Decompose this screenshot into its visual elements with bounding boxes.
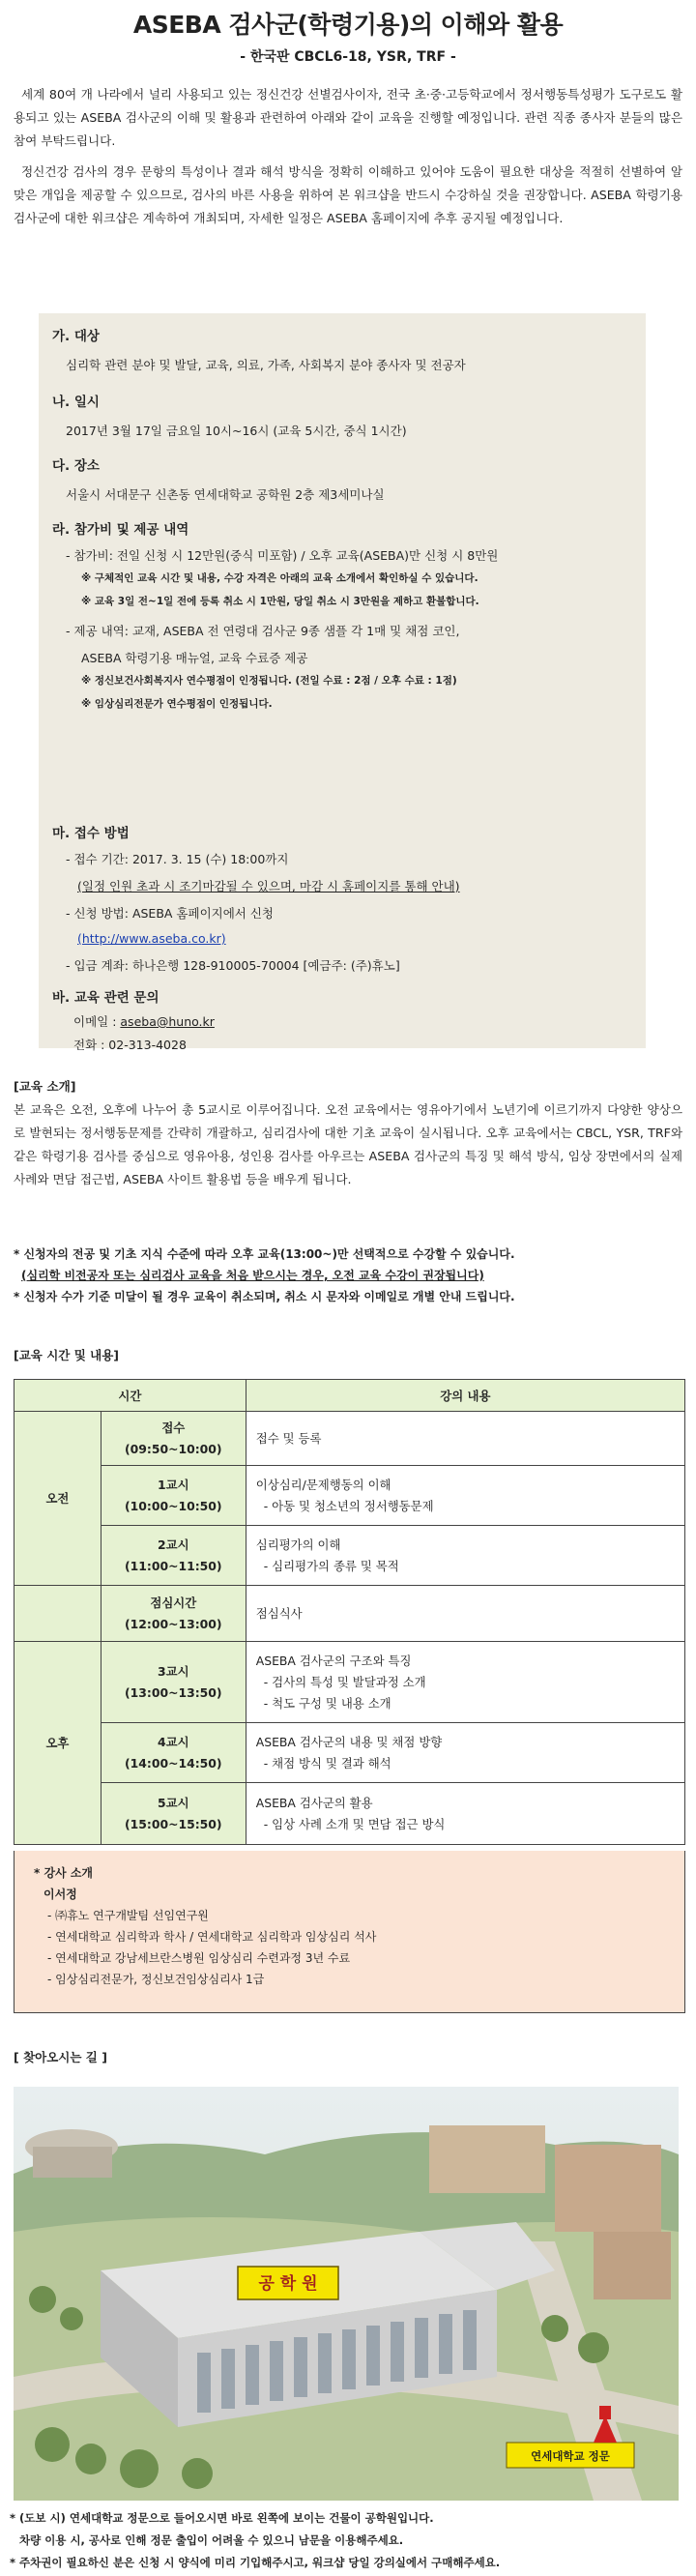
page-subtitle: - 한국판 CBCL6-18, YSR, TRF - (240, 49, 456, 65)
fee-heading: 라. 참가비 및 제공 내역 (52, 522, 189, 538)
content-cell: ASEBA 검사군의 내용 및 채점 방향 - 채점 방식 및 결과 해석 (246, 1723, 684, 1783)
date-heading: 나. 일시 (52, 395, 100, 410)
footnote-line: 차량 이용 시, 공사로 인해 정문 출입이 어려울 수 있으니 남문을 이용해주세요. (19, 2533, 404, 2547)
table-row (14, 1642, 685, 1723)
session-cell: 3교시 (13:00~13:50) (101, 1642, 246, 1723)
note-line: * 신청자의 전공 및 기초 지식 수준에 따라 오후 교육(13:00~)만 선택적으로 수강할 수 있습니다. (14, 1247, 515, 1261)
session-cell: 4교시 (14:00~14:50) (101, 1723, 246, 1783)
apply-method: - 신청 방법: ASEBA 홈페이지에서 신청 (66, 906, 274, 921)
contact-email-link[interactable]: aseba@huno.kr (120, 1014, 215, 1029)
map-title: [ 찾아오시는 길 ] (14, 2050, 107, 2064)
contact-email-label: 이메일 : (73, 1014, 121, 1029)
fee-text: - 참가비: 전일 신청 시 12만원(중식 미포함) / 오후 교육(ASEBA)만 신청 시 8만원 (66, 548, 499, 563)
session-cell: 2교시 (11:00~11:50) (101, 1526, 246, 1586)
table-row (14, 1466, 685, 1526)
table-row (14, 1526, 685, 1586)
session-cell: 점심시간 (12:00~13:00) (101, 1586, 246, 1642)
table-header-row (14, 1380, 685, 1412)
content-column-header: 강의 내용 (246, 1380, 684, 1412)
lecture-section (14, 1075, 682, 1191)
place-heading: 다. 장소 (52, 458, 100, 474)
gate-label: 연세대학교 정문 (531, 2449, 610, 2463)
notes-section (14, 1244, 682, 1307)
schedule-title: [교육 시간 및 내용] (14, 1348, 120, 1362)
table-row (14, 1723, 685, 1783)
lecture-heading: [교육 소개] (14, 1079, 76, 1094)
building-label: 공 학 원 (258, 2274, 318, 2294)
homepage-link[interactable]: (http://www.aseba.co.kr) (77, 931, 226, 946)
note-line: * 신청자 수가 기준 미달이 될 경우 교육이 취소되며, 취소 시 문자와 이메일로 개별 안내 드립니다. (14, 1290, 515, 1303)
bank-account: - 입금 계좌: 하나은행 128-910005-70004 [예금주: (주)휴노] (66, 958, 400, 973)
intro-paragraph: 세계 80여 개 나라에서 널리 사용되고 있는 정신건강 선별검사이자, 전국 초·중·고등학교에서 정서행동특성평가 도구로도 활용되고 있는 ASEBA 검사군의 이해 및 활용과 관련하여 아래와 같이 교육을 진행할 예정입니다. 관련 직종 종사자 분들의 많은 참여 부탁드립니다. (14, 87, 682, 148)
session-cell: 1교시 (10:00~10:50) (101, 1466, 246, 1526)
lecture-text: 본 교육은 오전, 오후에 나누어 총 5교시로 이루어집니다. 오전 교육에서는 영유아기에서 노년기에 이르기까지 다양한 양상으로 발현되는 정서행동문제를 간략히 개괄하고, 심리검사에 대한 기초 교육이 실시됩니다. 오후 교육에서는 CBCL, YSR, TRF와 같은 학령기용 검사를 중심으로 영유아용, 성인용 검사를 아우르는 ASEBA 검사군의 특징 및 해석 방식, 임상 장면에서의 실제 사례와 면담 접근법, ASEBA 사이트 활용법 등을 배우게 됩니다. (14, 1102, 682, 1186)
credit-note: ※ 임상심리전문가 연수평점이 인정됩니다. (81, 698, 273, 710)
fee-note: ※ 구체적인 교육 시간 및 내용, 수강 자격은 아래의 교육 소개에서 확인하실 수 있습니다. (81, 572, 478, 584)
instructor-career: - 연세대학교 심리학과 학사 / 연세대학교 심리학과 임상심리 석사 (47, 1930, 377, 1944)
fee-note: ※ 교육 3일 전~1일 전에 등록 취소 시 1만원, 당일 취소 시 3만원을 제하고 환불합니다. (81, 596, 479, 607)
instructor-box (14, 1851, 685, 2013)
content-cell: 점심식사 (246, 1586, 684, 1642)
contact-phone: 전화 : 02-313-4028 (73, 1038, 187, 1052)
content-cell: ASEBA 검사군의 활용 - 임상 사례 소개 및 면담 접근 방식 (246, 1783, 684, 1845)
content-cell: 심리평가의 이해 - 심리평가의 종류 및 목적 (246, 1526, 684, 1586)
provided-items-text: - 제공 내역: 교재, ASEBA 전 연령대 검사군 9종 샘플 각 1매 및 채점 코인, (66, 624, 460, 638)
table-row (14, 1586, 685, 1642)
instructor-career: - 연세대학교 강남세브란스병원 임상심리 수련과정 3년 수료 (47, 1951, 351, 1965)
intro-paragraph: 정신건강 검사의 경우 문항의 특성이나 결과 해석 방식을 정확히 이해하고 있어야 도움이 필요한 대상을 적절히 선별하여 알맞은 개입을 제공할 수 있으므로, 검사의 바른 사용을 위하여 본 워크샵을 반드시 수강하실 것을 권장합니다. ASEBA 학령기용 검사군에 대한 워크샵은 계속하여 개최되며, 자세한 일정은 ASEBA 홈페이지에 추후 공지될 예정입니다. (14, 164, 682, 225)
fee-section (52, 518, 632, 716)
contact-email-row (73, 1011, 634, 1033)
info-box (39, 313, 646, 1052)
contact-section (52, 986, 632, 1006)
provided-items-text: ASEBA 학령기용 매뉴얼, 교육 수료증 제공 (81, 651, 308, 665)
footnote-line: * 주차권이 필요하신 분은 신청 시 양식에 미리 기입해주시고, 워크샵 당일 강의실에서 구매해주세요. (10, 2556, 501, 2569)
date-text: 2017년 3월 17일 금요일 10시~16시 (교육 5시간, 중식 1시간) (66, 424, 407, 438)
content-cell: 접수 및 등록 (246, 1412, 684, 1466)
footnote-line: * (도보 시) 연세대학교 정문으로 들어오시면 바로 왼쪽에 보이는 건물이 공학원입니다. (10, 2511, 434, 2525)
table-row (14, 1412, 685, 1466)
session-cell: 접수 (09:50~10:00) (101, 1412, 246, 1466)
date-section (52, 391, 632, 439)
intro-section (14, 83, 682, 238)
pm-label: 오후 (14, 1642, 102, 1845)
place-text: 서울시 서대문구 신촌동 연세대학교 공학원 2층 제3세미나실 (66, 487, 385, 502)
content-cell: 이상심리/문제행동의 이해 - 아동 및 청소년의 정서행동문제 (246, 1466, 684, 1526)
apply-period: - 접수 기간: 2017. 3. 15 (수) 18:00까지 (66, 852, 289, 866)
note-line: (심리학 비전공자 또는 심리검사 교육을 처음 받으시는 경우, 오전 교육 수강이 권장됩니다) (21, 1269, 484, 1282)
instructor-heading: * 강사 소개 (34, 1866, 93, 1880)
apply-section (52, 822, 632, 977)
instructor-career: - 임상심리전문가, 정신보건임상심리사 1급 (47, 1973, 265, 1986)
footnotes (10, 2507, 692, 2574)
credit-note: ※ 정신보건사회복지사 연수평점이 인정됩니다. (전일 수료 : 2점 / 오후 수료 : 1점) (81, 675, 457, 687)
schedule-table (14, 1379, 685, 1845)
time-column-header: 시간 (14, 1380, 246, 1412)
instructor-career: - ㈜휴노 연구개발팀 선임연구원 (47, 1909, 209, 1922)
target-section (52, 325, 632, 373)
apply-heading: 마. 접수 방법 (52, 826, 130, 841)
content-cell: ASEBA 검사군의 구조와 특징 - 검사의 특성 및 발달과정 소개 - 척도 구성 및 내용 소개 (246, 1642, 684, 1723)
instructor-name: 이서정 (44, 1888, 77, 1901)
am-label: 오전 (14, 1412, 102, 1586)
place-section (52, 454, 632, 503)
apply-notice: (일정 인원 초과 시 조기마감될 수 있으며, 마감 시 홈페이지를 통해 안내) (77, 879, 460, 893)
campus-map-image (14, 2087, 679, 2501)
session-cell: 5교시 (15:00~15:50) (101, 1783, 246, 1845)
target-text: 심리학 관련 분야 및 발달, 교육, 의료, 가족, 사회복지 분야 종사자 및 전공자 (66, 358, 466, 372)
page-title: ASEBA 검사군(학령기용)의 이해와 활용 (132, 11, 564, 39)
contact-heading: 바. 교육 관련 문의 (52, 990, 160, 1006)
target-heading: 가. 대상 (52, 329, 100, 344)
table-row (14, 1783, 685, 1845)
